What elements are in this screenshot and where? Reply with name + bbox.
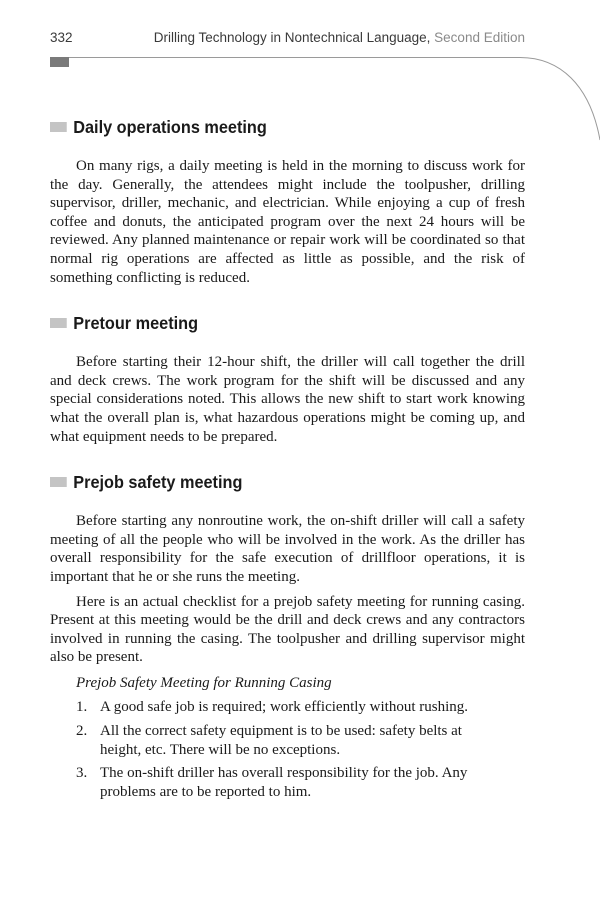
checklist-title: Prejob Safety Meeting for Running Casing [76,674,332,691]
checklist-item-text: All the correct safety equipment is to be used: safety belts at height, etc. There will be no exceptions. [100,723,462,758]
book-title: Drilling Technology in Nontechnical Language, [153,30,431,45]
checklist-item-number: 1. [76,699,88,716]
heading-marker [50,122,67,132]
running-title [154,30,525,45]
checklist-item [76,764,525,801]
section-heading-prejob-safety [50,468,492,496]
paragraph-prejob-safety-2: Here is an actual checklist for a prejob safety meeting for running casing. Present at this meeting would be the drill and deck crews and any contractors involved in running the casing. The toolpusher and drilling supervisor might also be present. [50,593,525,666]
section-heading-text: Daily operations meeting [73,116,267,137]
section-heading-text: Pretour meeting [73,312,199,333]
checklist-item [76,698,525,717]
checklist-item [76,722,525,759]
page-content [50,113,525,806]
checklist-item-number: 3. [76,765,88,782]
paragraph-prejob-safety-1: Before starting any nonroutine work, the on-shift driller will call a safety meeting of all the people who will be involved in the work. As the driller has overall responsibility for the safe execution of drillfloor operations, it is important that he or she runs the meeting. [50,513,525,585]
checklist [50,698,525,801]
heading-marker [50,318,67,328]
section-heading-daily-operations [50,113,492,141]
paragraph-daily-operations: On many rigs, a daily meeting is held in the morning to discuss work for the day. Generally, the attendees might include the toolpusher, drilling supervisor, driller, mechanic, and electrician. While enjoying a cup of fresh coffee and donuts, the anticipated program over the next 24 hours will be reviewed. Any planned maintenance or repair work will be coordinated so that normal rig operations are affected as little as possible, and the risk of something conflicting is reduced. [50,158,525,286]
section-heading-pretour [50,309,492,337]
page-number: 332 [50,30,73,45]
checklist-item-number: 2. [76,723,88,740]
header-block [50,57,69,67]
page-header [50,30,525,50]
section-heading-text: Prejob safety meeting [73,471,243,492]
heading-marker [50,477,67,487]
checklist-item-text: The on-shift driller has overall responsibility for the job. Any problems are to be reported to him. [100,765,468,800]
paragraph-pretour: Before starting their 12-hour shift, the driller will call together the drill and deck crews. The work program for the shift will be discussed and any special considerations noted. This allows the new shift to start work knowing what the overall plan is, what hazardous operations might be coming up, and what equipment needs to be prepared. [50,354,525,445]
checklist-item-text: A good safe job is required; work efficiently without rushing. [100,699,468,716]
edition-label: Second Edition [434,30,525,45]
